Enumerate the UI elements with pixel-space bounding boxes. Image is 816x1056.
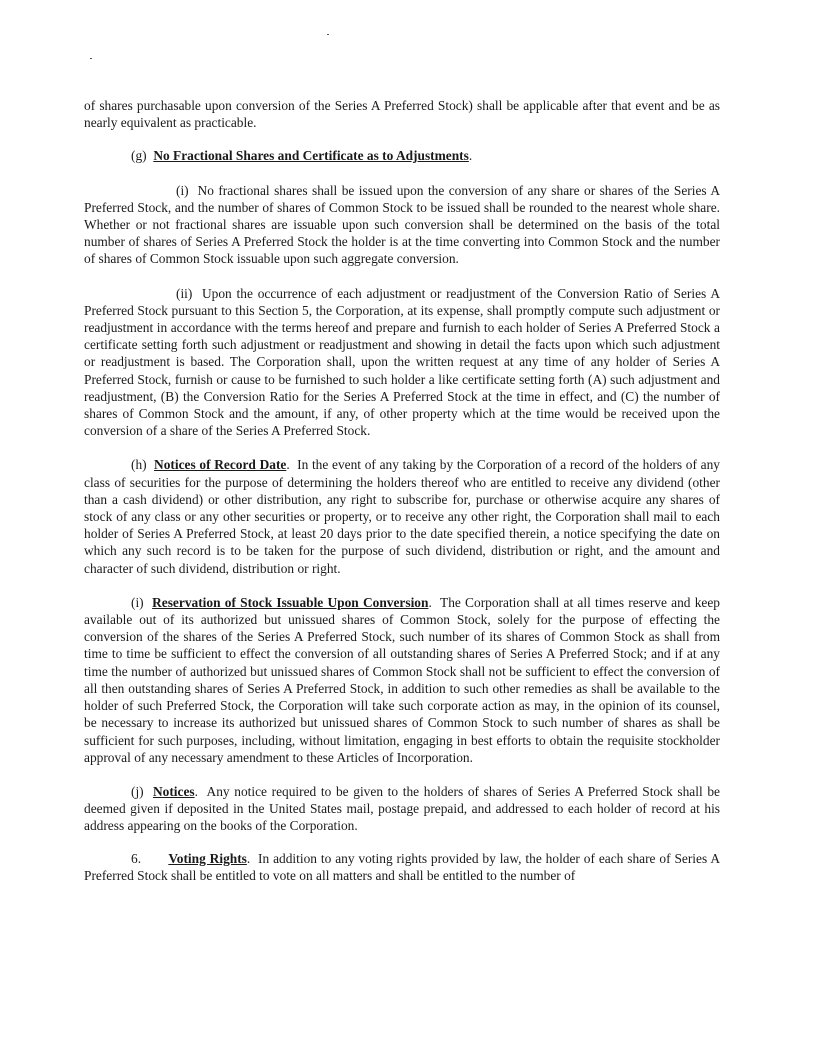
section-j-title: Notices: [152, 783, 195, 799]
section-h-title: Notices of Record Date: [154, 457, 287, 473]
section-g-heading: [84, 147, 720, 164]
section-6-text: In addition to any voting rights provided by law, the holder of each share of Series A Preferred Stock shall be entitled to vote on all matters and shall be entitled to the number of: [84, 850, 720, 883]
section-h-label: (h): [131, 457, 147, 473]
section-j-title-end: .: [194, 783, 198, 799]
section-g-i-paragraph: [84, 182, 720, 268]
scan-speck: [327, 34, 329, 35]
section-j-text: Any notice required to be given to the holders of shares of Series A Preferred Stock shall be deemed given if deposited in the United States mail, postage prepaid, and addressed to each holder of record at his address appearing on the books of the Corporation.: [84, 783, 720, 834]
section-g-ii-text: Upon the occurrence of each adjustment or readjustment of the Conversion Ratio of Series A Preferred Stock pursuant to this Section 5, the Corporation, at its expense, shall promptly compute such adjustment or readjustment in accordance with the terms hereof and prepare and furnish to each holder of Series A Preferred Stock a certificate setting forth such adjustment or readjustment and showing in detail the facts upon which such adjustment or readjustment is based. The Corporation shall, upon the written request at any time of any holder of Series A Preferred Stock, furnish or cause to be furnished to such holder a like certificate setting forth (A) such adjustment and readjustment, (B) the Conversion Ratio for the Series A Preferred Stock at the time in effect, and (C) the number of shares of Common Stock and the amount, if any, of other property which at the time would be received upon the conversion of a share of the Series A Preferred Stock.: [84, 285, 720, 439]
section-j-label: (j): [131, 783, 144, 799]
section-h-title-end: .: [286, 457, 290, 473]
section-h-paragraph: [84, 456, 720, 576]
section-i-title-end: .: [428, 594, 432, 610]
section-6-label: 6.: [131, 850, 142, 866]
section-j-paragraph: [84, 783, 720, 835]
section-g-label: (g): [131, 148, 147, 164]
section-i-paragraph: [84, 594, 720, 766]
scan-speck: [90, 58, 92, 59]
section-i-text: The Corporation shall at all times reserve and keep available out of its authorized but unissued shares of Common Stock, solely for the purpose of effecting the conversion of the shares of the Series A Preferred Stock, such number of its shares of Common Stock as shall from time to time be sufficient to effect the conversion of all outstanding shares of Series A Preferred Stock; and if at any time the number of authorized but unissued shares of Common Stock shall not be sufficient to effect the conversion of all then outstanding shares of Series A Preferred Stock, in addition to such other remedies as shall be available to the holder of such Preferred Stock, the Corporation will take such corporate action as may, in the opinion of its counsel, be necessary to increase its authorized but unissued shares of Common Stock to such number of shares as shall be sufficient for such purposes, including, without limitation, engaging in best efforts to obtain the requisite stockholder approval of any necessary amendment to these Articles of Incorporation.: [84, 594, 720, 765]
section-h-text: In the event of any taking by the Corporation of a record of the holders of any class of securities for the purpose of determining the holders thereof who are entitled to receive any dividend (other than a cash dividend) or other distribution, any right to subscribe for, purchase or otherwise acquire any shares of stock of any class or any other securities or property, or to receive any other right, the Corporation shall mail to each holder of Series A Preferred Stock, at least 20 days prior to the date specified therein, a notice specifying the date on which any such record is to be taken for the purpose of such dividend, distribution or right, and the amount and character of such dividend, distribution or right.: [84, 457, 720, 576]
section-6-paragraph: [84, 850, 720, 884]
section-g-title-end: .: [468, 148, 473, 164]
section-g-i-label: (i): [176, 182, 189, 198]
section-6-title-end: .: [246, 850, 251, 866]
section-g-title: No Fractional Shares and Certificate as to Adjustments: [153, 148, 469, 164]
section-g-ii-paragraph: [84, 285, 720, 440]
section-6-title: Voting Rights: [168, 850, 247, 866]
section-i-label: (i): [131, 594, 144, 610]
document-page: [84, 97, 720, 884]
continuation-paragraph: of shares purchasable upon conversion of the Series A Preferred Stock) shall be applicable after that event and be as nearly equivalent as practicable.: [84, 98, 720, 131]
section-i-title: Reservation of Stock Issuable Upon Conversion: [152, 594, 429, 610]
section-g-ii-label: (ii): [176, 285, 193, 301]
section-g-i-text: No fractional shares shall be issued upon the conversion of any share or shares of the Series A Preferred Stock, and the number of shares of Common Stock to be issued shall be rounded to the nearest whole share. Whether or not fractional shares are issuable upon such conversion shall be determined on the basis of the total number of shares of Series A Preferred Stock the holder is at the time converting into Common Stock and the number of shares of Common Stock issuable upon such aggregate conversion.: [84, 182, 720, 267]
